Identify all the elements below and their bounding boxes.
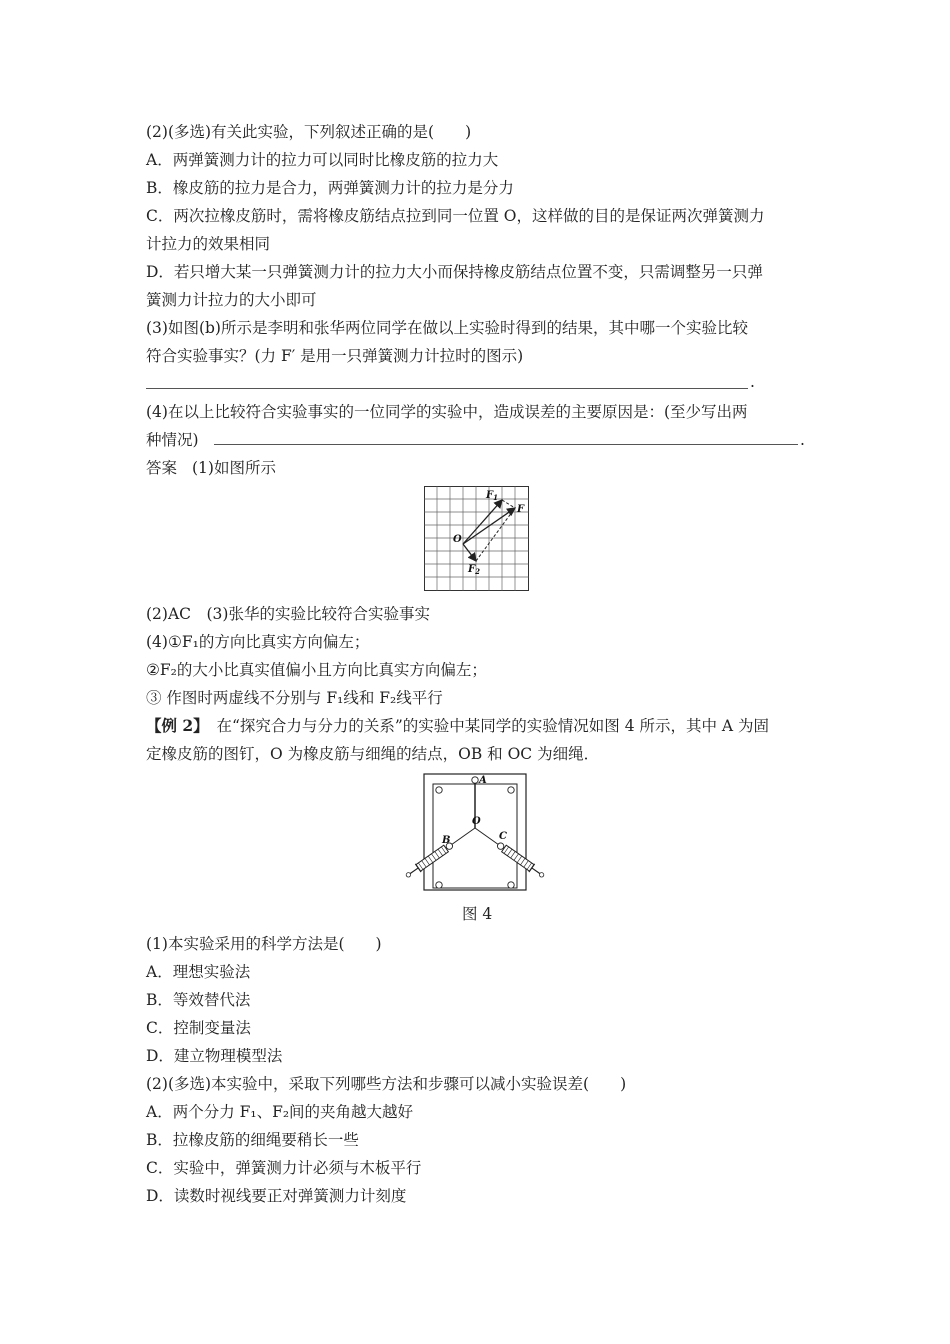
ex2-q2-option-d: D．读数时视线要正对弹簧测力计刻度 [146, 1187, 407, 1205]
answer-part1: (1)如图所示 [192, 459, 276, 477]
pin-a [472, 777, 478, 783]
ex2-q1-option-c: C．控制变量法 [146, 1019, 251, 1037]
example2-line2: 定橡皮筋的图钉，O 为橡皮筋与细绳的结点，OB 和 OC 为细绳． [146, 745, 600, 763]
example2-line1 [146, 716, 769, 736]
q2-option-d: D．若只增大某一只弹簧测力计的拉力大小而保持橡皮筋结点位置不变，只需调整另一只弹 [146, 263, 763, 281]
figure4-caption: 图 4 [462, 905, 493, 923]
example2-text: 在“探究合力与分力的关系”的实验中某同学的实验情况如图 4 所示，其中 A 为固 [200, 717, 770, 735]
label-a: A [479, 775, 487, 786]
q2-option-c: C．两次拉橡皮筋时，需将橡皮筋结点拉到同一位置 O，这样做的目的是保证两次弹簧测力 [146, 207, 765, 225]
string-ob [451, 828, 475, 845]
vector-f2 [463, 544, 476, 561]
q4-answer-blank [214, 444, 798, 445]
pin-tr [508, 787, 514, 793]
pin-br [508, 882, 514, 888]
q4-line2: 种情况) [146, 431, 199, 449]
q3-line1: (3)如图(b)所示是李明和张华两位同学在做以上实验时得到的结果，其中哪一个实验比较 [146, 319, 748, 337]
label-c: C [499, 831, 507, 842]
vector-f1 [463, 500, 502, 544]
ex2-q1-option-b: B．等效替代法 [146, 991, 251, 1009]
q2-stem: (2)(多选)有关此实验，下列叙述正确的是( ) [146, 123, 472, 141]
label-f1: $F_1$ [486, 490, 498, 502]
q2-option-d-cont: 簧测力计拉力的大小即可 [146, 291, 317, 309]
q3-blank-end: . [750, 373, 755, 391]
q3-line2: 符合实验事实？(力 F′ 是用一只弹簧测力计拉时的图示) [146, 347, 524, 365]
dashed-parallel-1 [502, 500, 515, 508]
pin-bl [436, 882, 442, 888]
ex2-q2-option-b: B．拉橡皮筋的细绳要稍长一些 [146, 1131, 359, 1149]
q4-line1: (4)在以上比较符合实验事实的一位同学的实验中，造成误差的主要原因是：(至少写出两 [146, 403, 748, 421]
string-oc [475, 828, 499, 845]
ex2-q2-option-c: C．实验中，弹簧测力计必须与木板平行 [146, 1159, 422, 1177]
force-grid-diagram [424, 486, 530, 594]
answer-part4-2: ②F₂的大小比真实值偏小且方向比真实方向偏左； [146, 661, 487, 679]
answer-part2-3: (2)AC (3)张华的实验比较符合实验事实 [146, 605, 430, 623]
label-f2: $F_2$ [468, 564, 480, 576]
ex2-q2-option-a: A．两个分力 F₁、F₂间的夹角越大越好 [146, 1103, 414, 1121]
ex2-q2-stem: (2)(多选)本实验中，采取下列哪些方法和步骤可以减小实验误差( ) [146, 1075, 627, 1093]
q2-option-b: B．橡皮筋的拉力是合力，两弹簧测力计的拉力是分力 [146, 179, 514, 197]
dashed-parallel-2 [476, 508, 515, 561]
q2-option-a: A．两弹簧测力计的拉力可以同时比橡皮筋的拉力大 [146, 151, 499, 169]
q4-blank-end: . [800, 431, 805, 449]
answer-part4-1: (4)①F₁的方向比真实方向偏左； [146, 633, 370, 651]
answer-label: 答案 [146, 459, 178, 477]
figure4-apparatus [400, 772, 550, 894]
q2-option-c-cont: 计拉力的效果相同 [146, 235, 271, 253]
ex2-q1-stem: (1)本实验采用的科学方法是( ) [146, 935, 382, 953]
example2-tag: 【例 2】 [146, 716, 201, 735]
label-b: B [442, 835, 451, 846]
label-f: F [517, 504, 525, 515]
q3-answer-blank [146, 388, 748, 389]
label-o: O [453, 534, 462, 545]
ex2-q1-option-d: D．建立物理模型法 [146, 1047, 283, 1065]
pin-tl [436, 787, 442, 793]
ex2-q1-option-a: A．理想实验法 [146, 963, 251, 981]
label-o: O [472, 816, 481, 827]
answer-part4-3: ③ 作图时两虚线不分别与 F₁线和 F₂线平行 [146, 689, 443, 707]
spring-scale-right [495, 840, 546, 880]
spring-scale-left [404, 840, 455, 880]
